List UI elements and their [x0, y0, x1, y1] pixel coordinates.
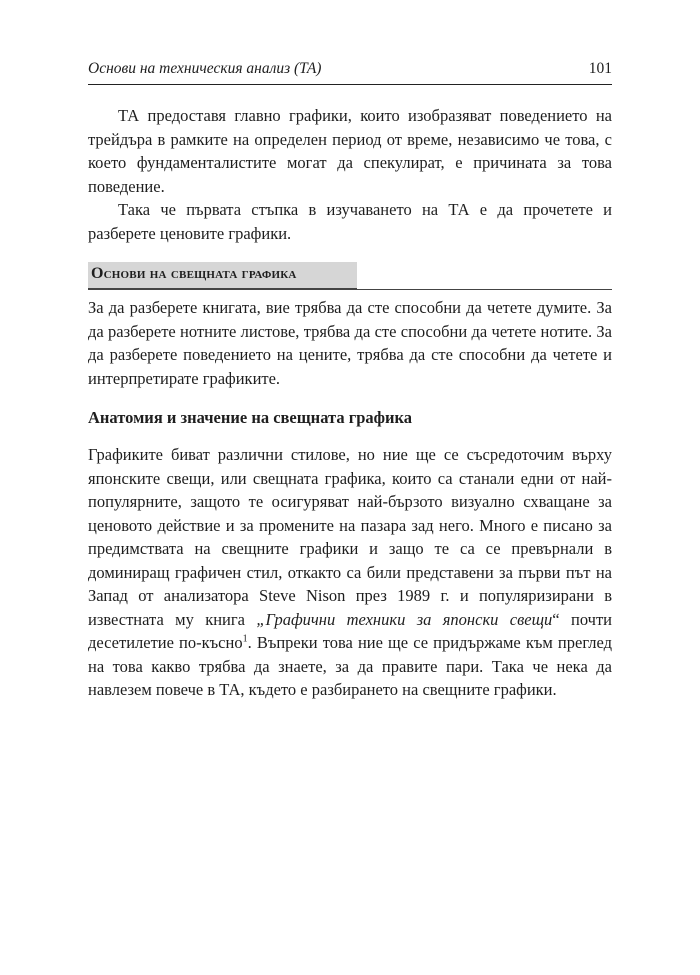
section-paragraph: За да разберете книгата, вие трябва да сте способни да четете думите. За да разберете нотните листове, трябва да сте способни да четете нотите. За да разберете поведението на цените, трябва да сте способни да четете и интерпретирате графиките. — [88, 298, 612, 388]
paragraph-text-middle: “ почти десетилетие по-късно — [88, 609, 612, 652]
page-number: 101 — [588, 60, 612, 77]
paragraph-text-start: Графиките биват различни стилове, но ние ще се съсредоточим върху японските свещи, или свещната графика, които са станали едни от най-популярните, защото те осигуряват най-бързото визуално схващане за ценовото действие и за промените на пазара зад него. Много е писано за предимствата на свещните графики и защо те са се превърнали в доминиращ графичен стил, откакто са били представени за първи път на Запад от анализатора Steve Nison през 1989 г. и популяризирани в известната му книга — [88, 445, 612, 629]
paragraph-text-end: . Въпреки това ние ще се придържаме към преглед на това какво трябва да знаете, за да правите пари. Така че нека да навлезем повече в ТА, където е разбирането на свещните графики. — [88, 633, 612, 699]
section-rule — [88, 289, 612, 290]
subsection-paragraph — [88, 443, 612, 702]
intro-paragraph-2: Така че първата стъпка в изучаването на ТА е да прочетете и разберете ценовите графики. — [88, 200, 612, 243]
header-rule — [88, 84, 612, 85]
subsection-text — [88, 443, 612, 702]
intro-paragraph-1: ТА предоставя главно графики, които изобразяват поведението на трейдъра в рамките на определен период от време, независимо че това, с което фундаменталистите могат да спекулират, е причината за това поведение. — [88, 106, 612, 196]
subsection-heading: Анатомия и значение на свещната графика — [88, 408, 413, 427]
footnote-mark: 1 — [242, 633, 248, 645]
section-heading-bar — [88, 262, 357, 289]
intro-text — [88, 104, 612, 245]
running-header — [88, 60, 612, 82]
book-title: „Графични техники за японски свещи — [256, 609, 553, 629]
section-text — [88, 296, 612, 390]
section-heading: Основи на свещната графика — [91, 265, 297, 282]
running-title: Основи на техническия анализ (ТА) — [88, 60, 322, 77]
